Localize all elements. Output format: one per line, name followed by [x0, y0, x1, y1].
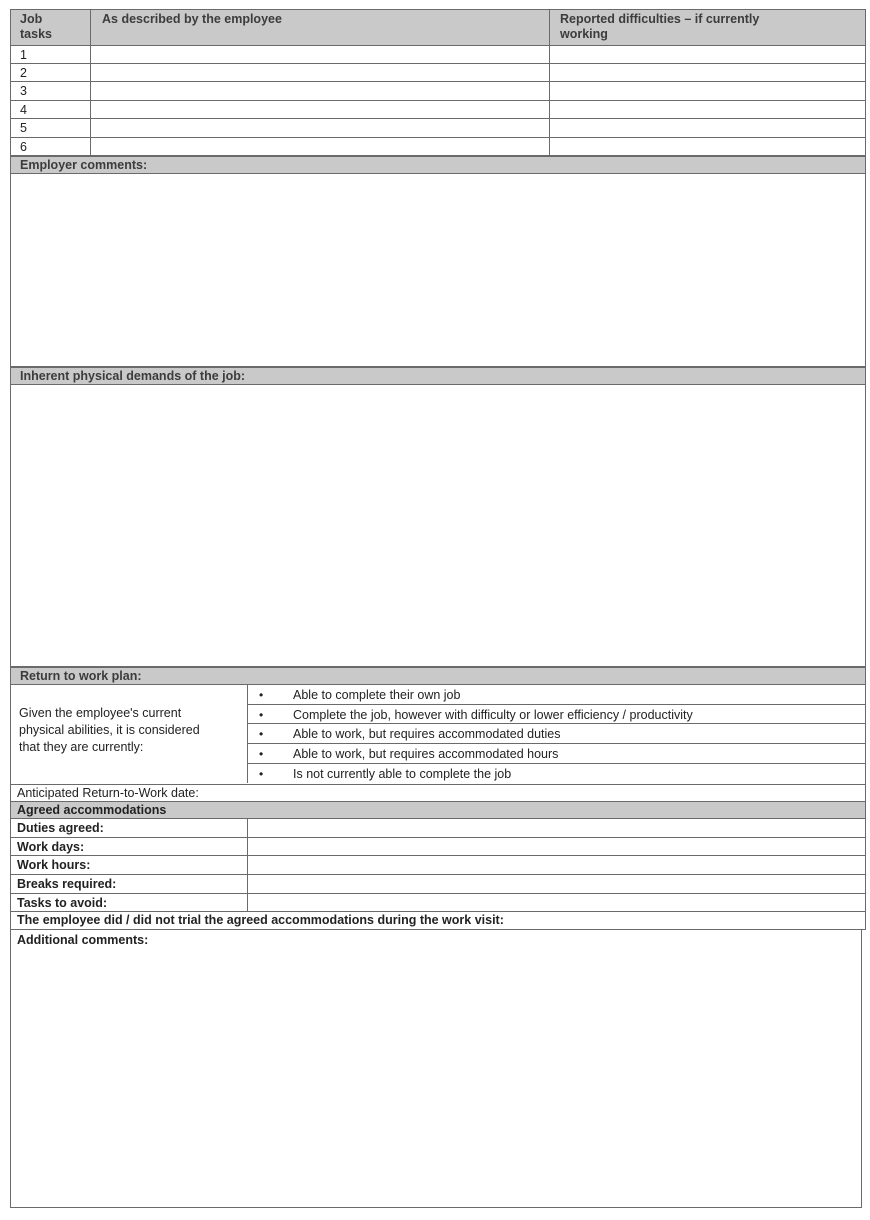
employee-description-header: As described by the employee: [102, 12, 282, 26]
rtw-option-bullet: •: [259, 708, 264, 722]
rtw-option-with-difficulty[interactable]: Complete the job, however with difficulty or lower efficiency / productivity: [293, 708, 693, 722]
job-task-number-3: 3: [20, 84, 27, 98]
job-table-row-line: [10, 100, 866, 101]
job-table-col-divider-2: [549, 9, 550, 156]
rtw-plan-bullet-divider: [275, 685, 276, 783]
physical-demands-label: Inherent physical demands of the job:: [20, 369, 246, 383]
rtw-option-line: [247, 763, 866, 764]
job-tasks-header-line1: Job: [20, 12, 43, 26]
rtw-question-line2: physical abilities, it is considered: [19, 723, 200, 737]
rtw-option-accommodated-hours[interactable]: Able to work, but requires accommodated hours: [293, 747, 559, 761]
duties-agreed-label: Duties agreed:: [17, 821, 104, 835]
job-table-row-line: [10, 118, 866, 119]
trial-label: The employee did / did not trial the agreed accommodations during the work visit:: [17, 913, 504, 927]
job-task-number-1: 1: [20, 48, 27, 62]
rtw-option-accommodated-duties[interactable]: Able to work, but requires accommodated duties: [293, 727, 561, 741]
job-table-row-line: [10, 45, 866, 46]
rtw-option-own-job[interactable]: Able to complete their own job: [293, 688, 461, 702]
employer-comments-label: Employer comments:: [20, 158, 148, 172]
accommodations-table: [10, 819, 866, 912]
rtw-option-not-able[interactable]: Is not currently able to complete the job: [293, 767, 512, 781]
rtw-option-bullet: •: [259, 727, 264, 741]
rtw-plan-label: Return to work plan:: [20, 669, 142, 683]
accommodations-row-line: [10, 893, 866, 894]
job-task-number-4: 4: [20, 103, 27, 117]
job-task-number-5: 5: [20, 121, 27, 135]
reported-difficulties-header-line2: working: [560, 27, 608, 41]
additional-comments-field[interactable]: [10, 929, 862, 1208]
accommodations-row-line: [10, 855, 866, 856]
job-task-number-2: 2: [20, 66, 27, 80]
physical-demands-field[interactable]: [10, 385, 866, 667]
anticipated-date-label: Anticipated Return-to-Work date:: [17, 786, 199, 800]
accommodations-row-line: [10, 874, 866, 875]
rtw-option-line: [247, 723, 866, 724]
job-tasks-header-line2: tasks: [20, 27, 52, 41]
job-table-row-line: [10, 137, 866, 138]
reported-difficulties-header-line1: Reported difficulties – if currently: [560, 12, 760, 26]
additional-comments-label: Additional comments:: [17, 933, 149, 947]
rtw-option-line: [247, 704, 866, 705]
accommodations-label: Agreed accommodations: [17, 803, 167, 817]
breaks-required-label: Breaks required:: [17, 877, 117, 891]
rtw-option-bullet: •: [259, 688, 264, 702]
job-table-row-line: [10, 81, 866, 82]
rtw-question-line3: that they are currently:: [19, 740, 144, 754]
accommodations-col-divider: [247, 819, 248, 912]
job-table-col-divider-1: [90, 9, 91, 156]
rtw-question-line1: Given the employee's current: [19, 706, 182, 720]
job-table-row-line: [10, 63, 866, 64]
work-hours-label: Work hours:: [17, 858, 91, 872]
tasks-to-avoid-label: Tasks to avoid:: [17, 896, 108, 910]
rtw-option-bullet: •: [259, 747, 264, 761]
job-table: [10, 9, 866, 156]
job-task-number-6: 6: [20, 140, 27, 154]
accommodations-row-line: [10, 837, 866, 838]
rtw-option-line: [247, 743, 866, 744]
work-days-label: Work days:: [17, 840, 85, 854]
rtw-option-bullet: •: [259, 767, 264, 781]
rtw-plan-col-divider: [247, 685, 248, 783]
employer-comments-field[interactable]: [10, 174, 866, 367]
